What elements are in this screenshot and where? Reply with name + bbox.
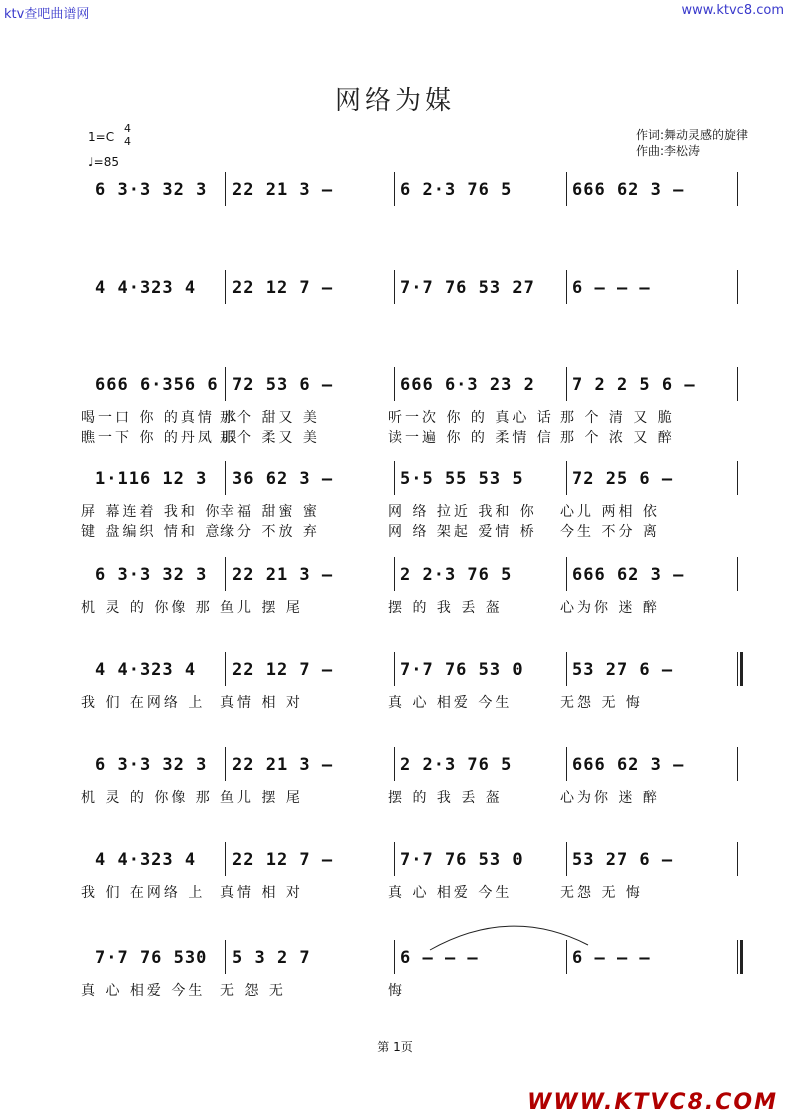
lyric-line: 那个 柔又 美: [220, 430, 320, 446]
site-url-header: www.ktvc8.com: [681, 3, 784, 18]
lyric-line: 那 个 浓 又 醉: [560, 430, 675, 446]
time-signature-top: 4: [124, 122, 131, 135]
lyric-line: 悔: [388, 983, 405, 999]
measure: 666 6·3 23 2: [400, 375, 535, 395]
measure: 7 2 2 5 6 –: [572, 375, 696, 395]
lyric-line: 无怨 无 悔: [560, 885, 643, 901]
lyric-line: 幸福 甜蜜 蜜: [220, 504, 320, 520]
lyric-line: 无怨 无 悔: [560, 695, 643, 711]
lyric-line: 缘分 不放 弃: [220, 524, 320, 540]
lyric-line: 真情 相 对: [220, 885, 303, 901]
lyricist: 作词:舞动灵感的旋律: [636, 128, 749, 142]
lyric-line: 心为你 迷 醉: [560, 790, 660, 806]
lyric-line: 鱼儿 摆 尾: [220, 600, 303, 616]
lyric-line: 今生 不分 离: [560, 524, 660, 540]
lyric-line: 那 个 清 又 脆: [560, 410, 675, 426]
tempo-marking: ♩=85: [88, 155, 119, 169]
measure: 5·5 55 53 5: [400, 469, 524, 489]
key-signature: 1=C: [88, 130, 115, 144]
measure: 22 12 7 –: [232, 660, 334, 680]
measure: 7·7 76 530: [95, 948, 208, 968]
lyric-line: 瞧一下 你 的丹凤 眼: [81, 430, 240, 446]
page-number: 第 1页: [377, 1040, 413, 1054]
measure: 53 27 6 –: [572, 850, 674, 870]
measure: 666 6·356 6: [95, 375, 219, 395]
measure: 7·7 76 53 0: [400, 850, 524, 870]
lyric-line: 机 灵 的 你像 那: [81, 600, 213, 616]
measure: 72 25 6 –: [572, 469, 674, 489]
measure: 2 2·3 76 5: [400, 565, 513, 585]
measure: 22 21 3 –: [232, 565, 334, 585]
site-name-header: ktv查吧曲谱网: [4, 7, 90, 22]
measure: 22 21 3 –: [232, 180, 334, 200]
lyric-line: 那个 甜又 美: [220, 410, 320, 426]
lyric-line: 心儿 两相 依: [560, 504, 660, 520]
composer: 作曲:李松涛: [636, 144, 701, 158]
lyric-line: 真 心 相爱 今生: [388, 695, 513, 711]
lyric-line: 真 心 相爱 今生: [388, 885, 513, 901]
lyric-line: 摆 的 我 丢 盔: [388, 790, 503, 806]
lyric-line: 心为你 迷 醉: [560, 600, 660, 616]
measure: 4 4·323 4: [95, 660, 197, 680]
lyric-line: 网 络 架起 爱情 桥: [388, 524, 537, 540]
measure: 2 2·3 76 5: [400, 755, 513, 775]
lyric-line: 网 络 拉近 我和 你: [388, 504, 537, 520]
measure: 53 27 6 –: [572, 660, 674, 680]
lyric-line: 鱼儿 摆 尾: [220, 790, 303, 806]
lyric-line: 听一次 你 的 真心 话: [388, 410, 554, 426]
measure: 7·7 76 53 27: [400, 278, 535, 298]
measure: 22 21 3 –: [232, 755, 334, 775]
measure: 666 62 3 –: [572, 755, 685, 775]
lyric-line: 我 们 在网络 上: [81, 885, 206, 901]
measure: 4 4·323 4: [95, 850, 197, 870]
measure: 6 – – –: [400, 948, 479, 968]
measure: 1·116 12 3: [95, 469, 208, 489]
lyric-line: 无 怨 无: [220, 983, 286, 999]
measure: 22 12 7 –: [232, 850, 334, 870]
measure: 6 2·3 76 5: [400, 180, 513, 200]
measure: 36 62 3 –: [232, 469, 334, 489]
lyric-line: 喝一口 你 的真情 水: [81, 410, 240, 426]
lyric-line: 摆 的 我 丢 盔: [388, 600, 503, 616]
measure: 6 3·3 32 3: [95, 180, 208, 200]
lyric-line: 真情 相 对: [220, 695, 303, 711]
measure: 6 – – –: [572, 278, 651, 298]
lyric-line: 真 心 相爱 今生: [81, 983, 206, 999]
measure: 666 62 3 –: [572, 180, 685, 200]
measure: 5 3 2 7: [232, 948, 311, 968]
lyric-line: 屏 幕连着 我和 你: [81, 504, 223, 520]
measure: 22 12 7 –: [232, 278, 334, 298]
measure: 6 3·3 32 3: [95, 565, 208, 585]
lyric-line: 机 灵 的 你像 那: [81, 790, 213, 806]
lyric-line: 我 们 在网络 上: [81, 695, 206, 711]
site-logo: WWW.KTVC8.COM: [527, 1090, 778, 1115]
measure: 4 4·323 4: [95, 278, 197, 298]
measure: 72 53 6 –: [232, 375, 334, 395]
song-title: 网络为媒: [334, 86, 455, 116]
lyric-line: 键 盘编织 情和 意: [81, 524, 223, 540]
lyric-line: 读一遍 你 的 柔情 信: [388, 430, 554, 446]
time-signature-bottom: 4: [124, 135, 131, 148]
measure: 7·7 76 53 0: [400, 660, 524, 680]
measure: 666 62 3 –: [572, 565, 685, 585]
measure: 6 3·3 32 3: [95, 755, 208, 775]
measure: 6 – – –: [572, 948, 651, 968]
